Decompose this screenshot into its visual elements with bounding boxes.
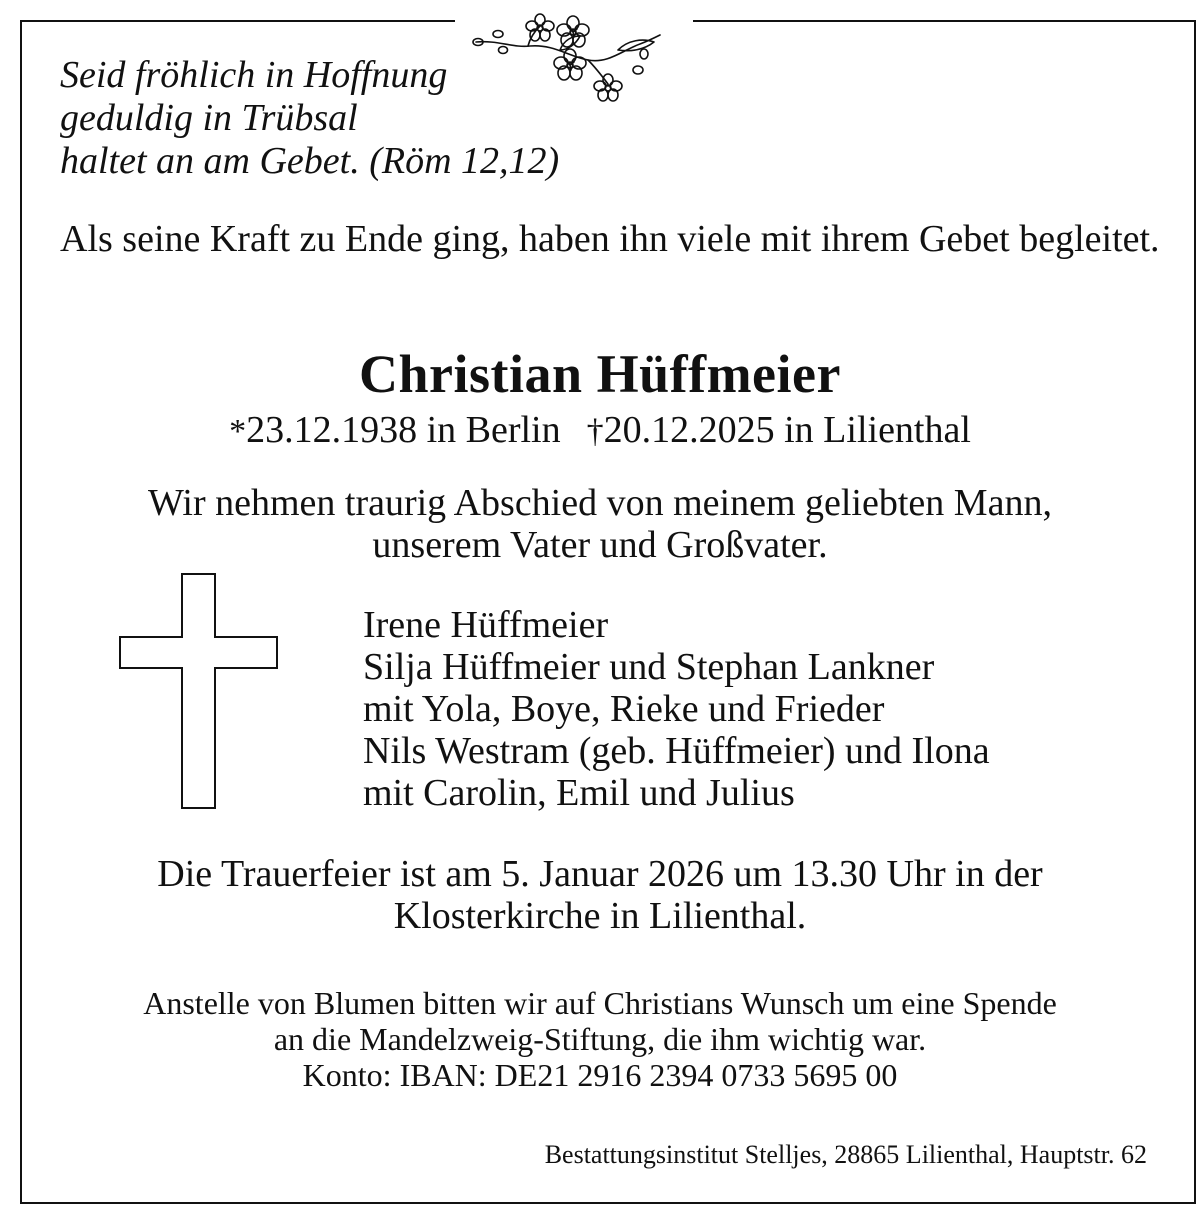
life-dates [0,408,1200,454]
bible-verse [60,54,559,183]
farewell-line-2: unserem Vater und Großvater. [372,524,828,566]
birth-date: 23.12.1938 in Berlin [246,409,561,451]
verse-line-1: Seid fröhlich in Hoffnung [60,54,448,96]
intro-text: Als seine Kraft zu Ende ging, haben ihn viele mit ihrem Gebet begleitet. [60,218,1160,260]
verse-line-2: geduldig in Trübsal [60,97,358,139]
service-line-2: Klosterkirche in Lilienthal. [393,895,807,937]
family-member: mit Carolin, Emil und Julius [363,772,795,814]
donation-line-2: an die Mandelzweig-Stiftung, die ihm wichtig war. [273,1021,927,1057]
deceased-name: Christian Hüffmeier [359,344,841,404]
cross-icon [119,573,279,809]
family-member: mit Yola, Boye, Rieke und Frieder [363,688,885,730]
birth-symbol: * [229,413,247,450]
family-member: Silja Hüffmeier und Stephan Lankner [363,646,935,688]
verse-line-3: haltet an am Gebet. (Röm 12,12) [60,140,560,182]
iban-line: Konto: IBAN: DE21 2916 2394 0733 5695 00 [302,1057,898,1093]
family-list [363,604,990,814]
death-date: 20.12.2025 in Lilienthal [603,409,971,451]
family-member: Nils Westram (geb. Hüffmeier) und Ilona [363,730,990,772]
farewell-text [0,482,1200,566]
death-symbol: † [586,413,604,450]
family-member: Irene Hüffmeier [363,604,609,646]
service-line-1: Die Trauerfeier ist am 5. Januar 2026 um 13.30 Uhr in der [157,853,1043,895]
donation-line-1: Anstelle von Blumen bitten wir auf Christians Wunsch um eine Spende [143,985,1057,1021]
farewell-line-1: Wir nehmen traurig Abschied von meinem geliebten Mann, [148,482,1052,524]
donation-info [0,985,1200,1093]
service-info [0,853,1200,937]
funeral-home-footer: Bestattungsinstitut Stelljes, 28865 Lilienthal, Hauptstr. 62 [544,1140,1147,1169]
